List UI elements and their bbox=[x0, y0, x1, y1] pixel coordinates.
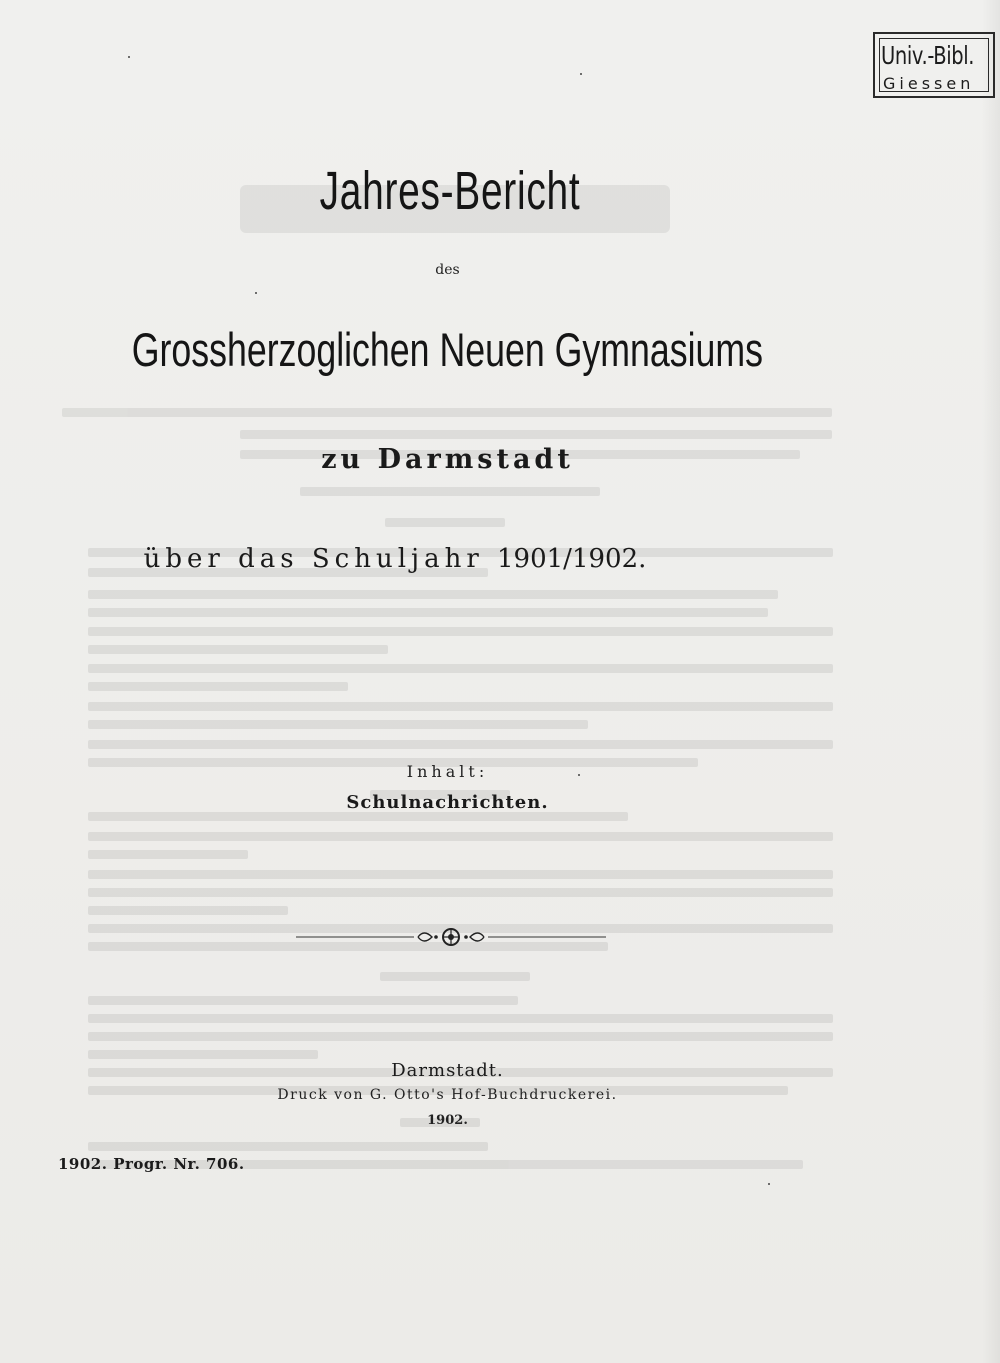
paper-speck bbox=[768, 1183, 770, 1185]
school-year-prefix: über das Schuljahr bbox=[143, 544, 484, 574]
program-number: 1902. Progr. Nr. 706. bbox=[58, 1155, 245, 1173]
stamp-city-label: Giessen bbox=[883, 74, 975, 93]
title-connector: des bbox=[435, 262, 460, 278]
imprint-year: 1902. bbox=[427, 1113, 468, 1128]
paper-speck bbox=[580, 73, 582, 75]
paper-speck bbox=[128, 56, 130, 58]
contents-heading: Inhalt: bbox=[406, 762, 489, 781]
contents-item: Schulnachrichten. bbox=[346, 792, 549, 813]
document-title: Jahres-Bericht bbox=[319, 161, 581, 221]
ornament-divider bbox=[296, 922, 606, 952]
institution-name: Grossherzoglichen Neuen Gymnasiums bbox=[131, 323, 764, 376]
school-year-line bbox=[0, 544, 790, 574]
stamp-library-label: Univ.-Bibl. bbox=[881, 41, 975, 70]
paper-speck bbox=[578, 774, 580, 776]
paper-speck bbox=[255, 292, 257, 294]
institution-location: zu Darmstadt bbox=[321, 444, 574, 475]
imprint-printer: Druck von G. Otto's Hof-Buchdruckerei. bbox=[277, 1087, 618, 1103]
imprint-city: Darmstadt. bbox=[391, 1060, 504, 1081]
page-edge-shadow bbox=[982, 0, 1000, 1363]
library-stamp bbox=[873, 32, 995, 98]
school-year-value: 1901/1902. bbox=[497, 544, 647, 574]
